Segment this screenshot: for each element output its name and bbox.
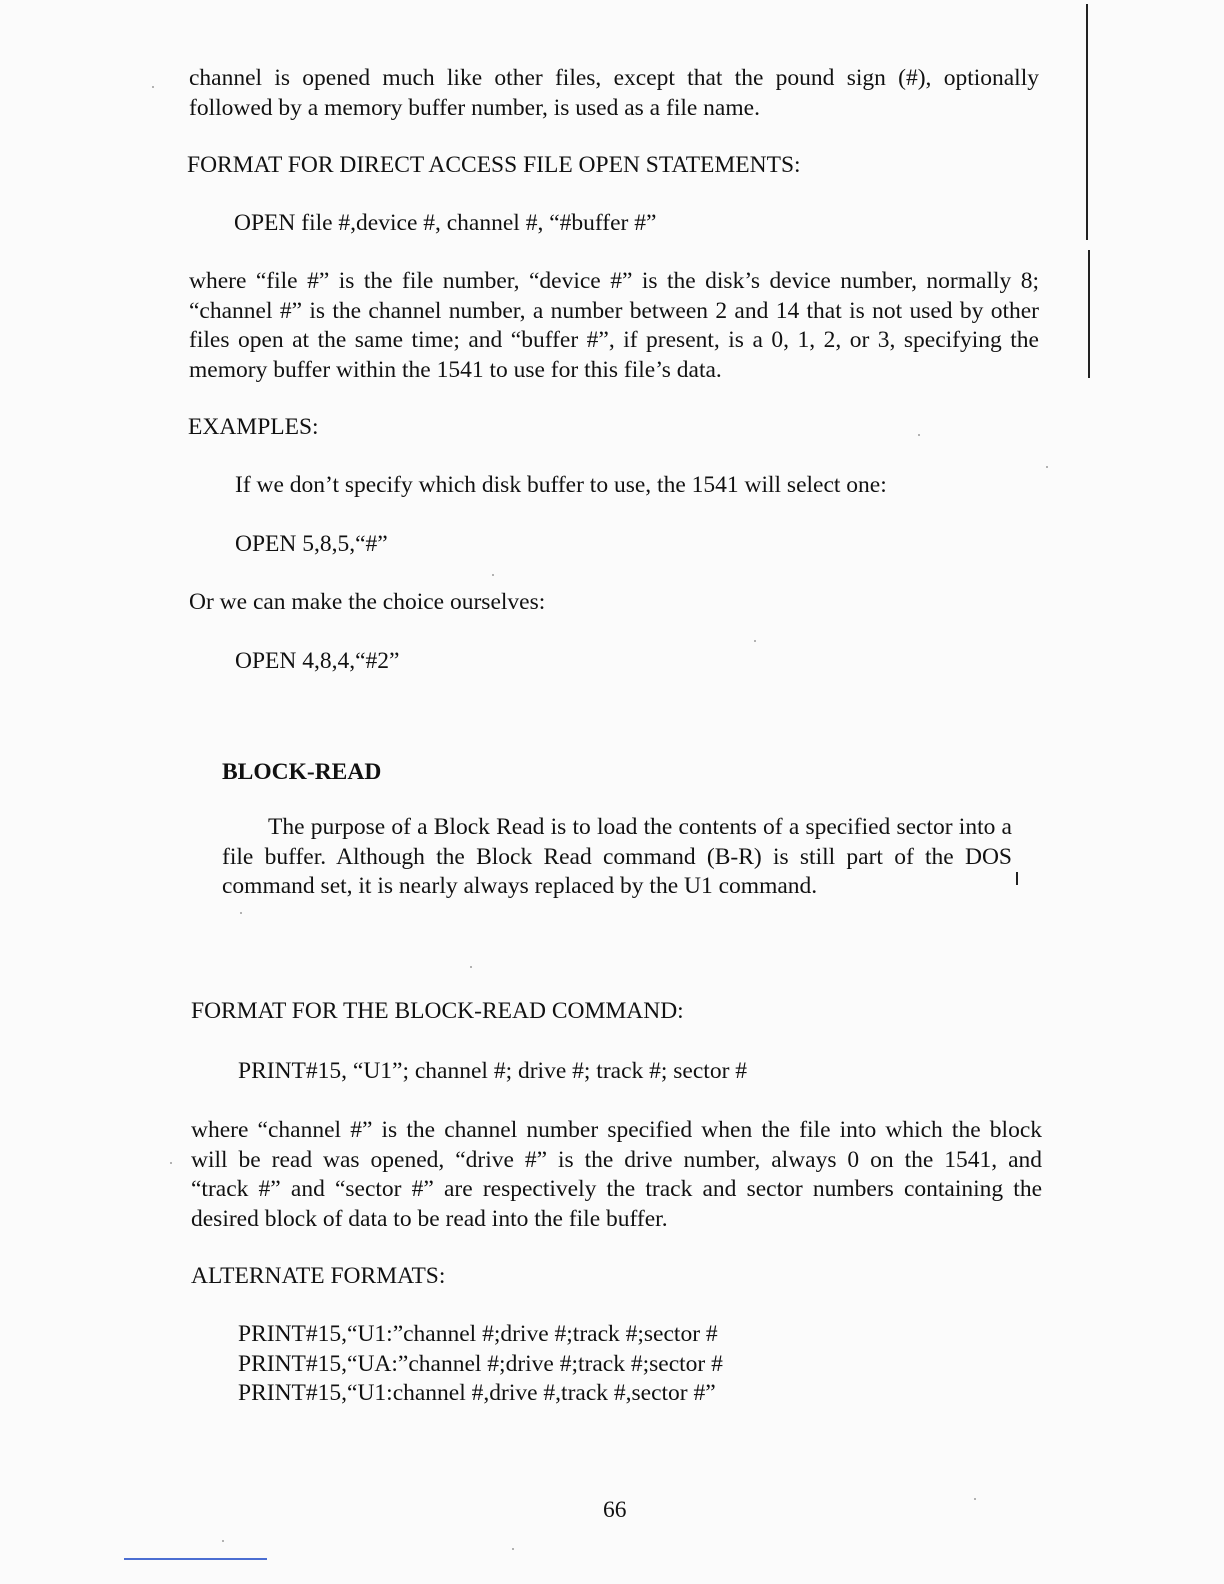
example-code-2: OPEN 4,8,4,“#2” [235, 648, 400, 674]
speck [1046, 466, 1048, 468]
speck [240, 912, 242, 914]
example-note-2: Or we can make the choice ourselves: [189, 589, 546, 615]
speck [918, 434, 920, 436]
where-line: where “file #” is the file number, “device #” is the disk’s device number, normally 8; [189, 268, 1039, 294]
alternate-formats-list [238, 1320, 723, 1409]
footer-underline [124, 1558, 267, 1560]
block-read-where-paragraph [191, 1116, 1042, 1234]
dos-mark [1016, 872, 1018, 885]
block-read-syntax: PRINT#15, “U1”; channel #; drive #; track #; sector # [238, 1058, 748, 1084]
where-paragraph [189, 267, 1039, 385]
margin-rule-lower [1088, 250, 1090, 378]
block-read-line: command set, it is nearly always replaced by the U1 command. [222, 873, 818, 899]
speck [470, 966, 472, 968]
block-read-paragraph [222, 813, 1012, 902]
alternate-format-line: PRINT#15,“U1:”channel #;drive #;track #;sector # [238, 1321, 718, 1347]
speck [152, 86, 154, 88]
speck [512, 1548, 514, 1550]
direct-access-heading: FORMAT FOR DIRECT ACCESS FILE OPEN STATEMENTS: [187, 152, 801, 178]
block-read-line: The purpose of a Block Read is to load the contents of a specified sector into a [268, 814, 1012, 840]
block-read-where-line: desired block of data to be read into the file buffer. [191, 1205, 668, 1232]
alternate-format-line: PRINT#15,“UA:”channel #;drive #;track #;sector # [238, 1350, 723, 1377]
intro-paragraph [189, 64, 1039, 123]
block-read-line: file buffer. Although the Block Read command (B-R) is still part of the DOS [222, 843, 1012, 870]
block-read-heading: BLOCK-READ [222, 759, 382, 785]
margin-rule-upper [1086, 4, 1088, 240]
examples-heading: EXAMPLES: [188, 414, 319, 440]
where-line: files open at the same time; and “buffer #”, if present, is a 0, 1, 2, or 3, specifying the [189, 327, 1039, 353]
block-read-where-line: “track #” and “sector #” are respectively the track and sector numbers containing the [191, 1176, 1042, 1202]
intro-line: channel is opened much like other files, except that the pound sign (#), optionally [189, 65, 1039, 91]
where-line: memory buffer within the 1541 to use for this file’s data. [189, 356, 722, 383]
alternate-formats-heading: ALTERNATE FORMATS: [191, 1263, 446, 1289]
intro-line: followed by a memory buffer number, is used as a file name. [189, 94, 760, 121]
direct-access-syntax: OPEN file #,device #, channel #, “#buffer #” [234, 210, 657, 236]
speck [974, 1498, 976, 1500]
example-note-1: If we don’t specify which disk buffer to use, the 1541 will select one: [235, 472, 887, 498]
block-read-where-line: where “channel #” is the channel number specified when the file into which the block [191, 1117, 1042, 1143]
speck [492, 574, 494, 576]
page-number: 66 [603, 1497, 627, 1523]
alternate-format-line: PRINT#15,“U1:channel #,drive #,track #,sector #” [238, 1380, 716, 1406]
speck [222, 1540, 224, 1542]
speck [170, 1162, 172, 1164]
block-read-where-line: will be read was opened, “drive #” is the drive number, always 0 on the 1541, and [191, 1146, 1042, 1173]
speck [754, 640, 756, 642]
block-read-format-heading: FORMAT FOR THE BLOCK-READ COMMAND: [191, 998, 684, 1024]
example-code-1: OPEN 5,8,5,“#” [235, 531, 388, 557]
where-line: “channel #” is the channel number, a number between 2 and 14 that is not used by other [189, 297, 1039, 324]
